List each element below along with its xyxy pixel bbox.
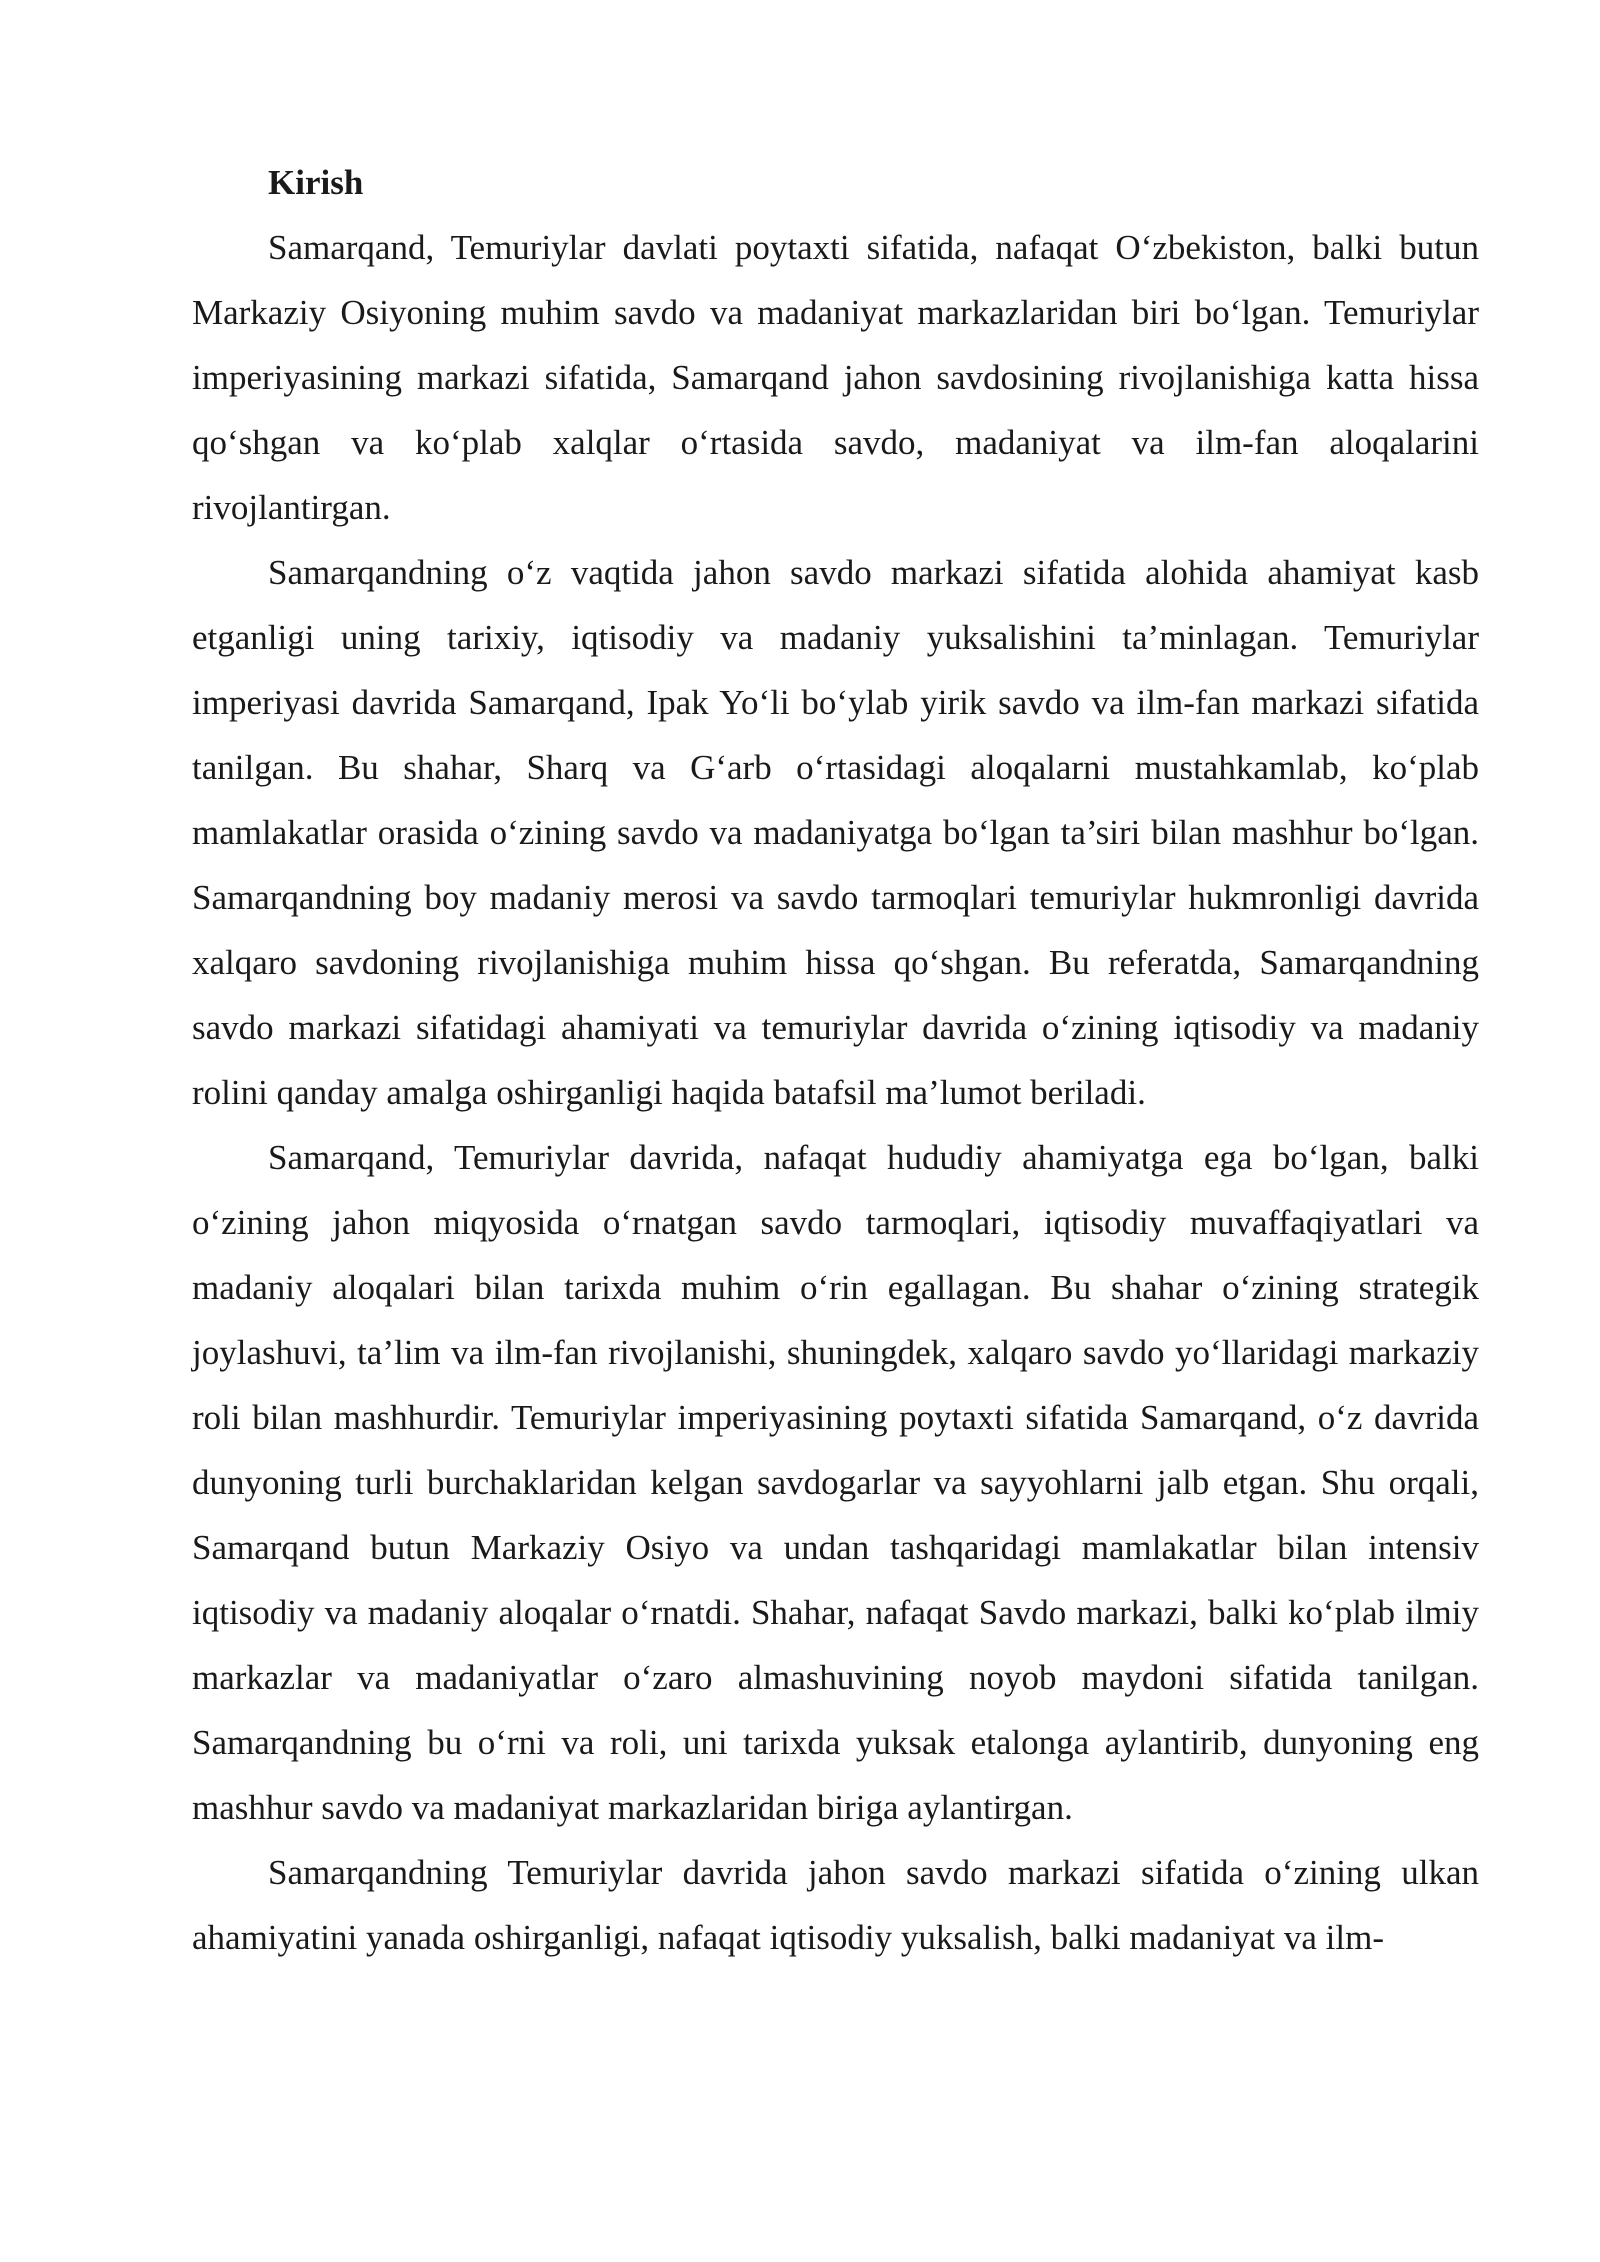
paragraph-3: Samarqand, Temuriylar davrida, nafaqat hududiy ahamiyatga ega bo‘lgan, balki o‘zining jahon miqyosida o‘rnatgan savdo tarmoqlari, iqtisodiy muvaffaqiyatlari va madaniy aloqalari bilan tarixda muhim o‘rin egallagan. Bu shahar o‘zining strategik joylashuvi, ta’lim va ilm-fan rivojlanishi, shuningdek, xalqaro savdo yo‘llaridagi markaziy roli bilan mashhurdir. Temuriylar imperiyasining poytaxti sifatida Samarqand, o‘z davrida dunyoning turli burchaklaridan kelgan savdogarlar va sayyohlarni jalb etgan. Shu orqali, Samarqand butun Markaziy Osiyo va undan tashqaridagi mamlakatlar bilan intensiv iqtisodiy va madaniy aloqalar o‘rnatdi. Shahar, nafaqat Savdo markazi, balki ko‘plab ilmiy markazlar va madaniyatlar o‘zaro almashuvining noyob maydoni sifatida tanilgan. Samarqandning bu o‘rni va roli, uni tarixda yuksak etalonga aylantirib, dunyoning eng mashhur savdo va madaniyat markazlaridan biriga aylantirgan.	[192, 1138, 1479, 1827]
paragraph-4: Samarqandning Temuriylar davrida jahon savdo markazi sifatida o‘zining ulkan ahamiyatini yanada oshirganligi, nafaqat iqtisodiy yuksalish, balki madaniyat va ilm-	[192, 1853, 1479, 1957]
paragraph-2: Samarqandning o‘z vaqtida jahon savdo markazi sifatida alohida ahamiyat kasb etganligi uning tarixiy, iqtisodiy va madaniy yuksalishini ta’minlagan. Temuriylar imperiyasi davrida Samarqand, Ipak Yo‘li bo‘ylab yirik savdo va ilm-fan markazi sifatida tanilgan. Bu shahar, Sharq va G‘arb o‘rtasidagi aloqalarni mustahkamlab, ko‘plab mamlakatlar orasida o‘zining savdo va madaniyatga bo‘lgan ta’siri bilan mashhur bo‘lgan. Samarqandning boy madaniy merosi va savdo tarmoqlari temuriylar hukmronligi davrida xalqaro savdoning rivojlanishiga muhim hissa qo‘shgan. Bu referatda, Samarqandning savdo markazi sifatidagi ahamiyati va temuriylar davrida o‘zining iqtisodiy va madaniy rolini qanday amalga oshirganligi haqida batafsil ma’lumot beriladi.	[192, 553, 1479, 1112]
document-body	[192, 150, 1479, 1970]
paragraph-1: Samarqand, Temuriylar davlati poytaxti sifatida, nafaqat O‘zbekiston, balki butun Markaziy Osiyoning muhim savdo va madaniyat markazlaridan biri bo‘lgan. Temuriylar imperiyasining markazi sifatida, Samarqand jahon savdosining rivojlanishiga katta hissa qo‘shgan va ko‘plab xalqlar o‘rtasida savdo, madaniyat va ilm-fan aloqalarini rivojlantirgan.	[192, 228, 1479, 527]
section-heading: Kirish	[268, 163, 364, 202]
